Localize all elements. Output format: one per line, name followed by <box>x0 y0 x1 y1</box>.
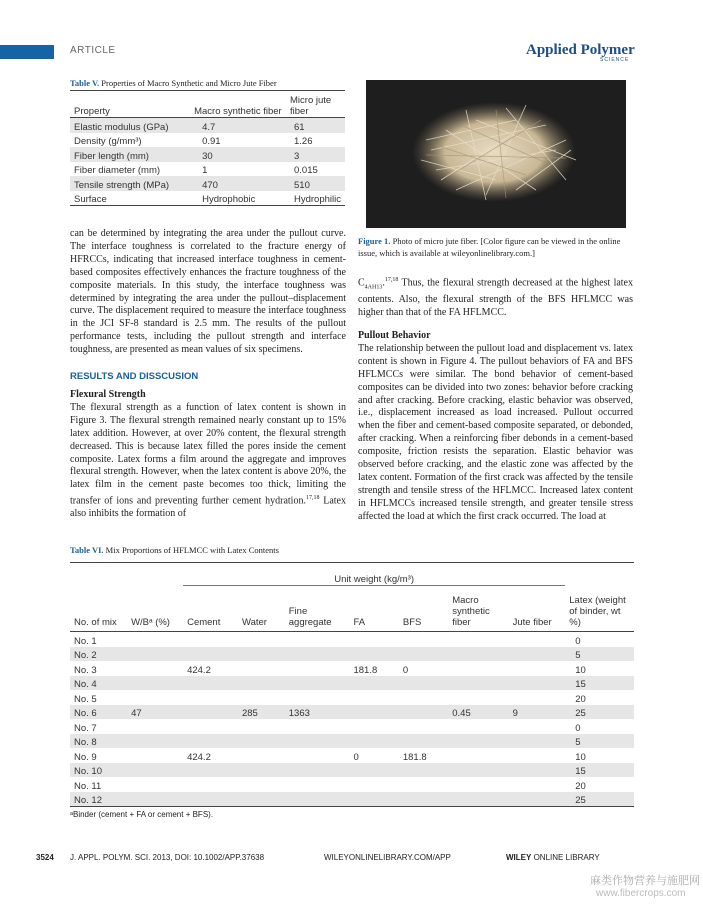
table6-cell <box>448 647 508 662</box>
table6-row <box>70 763 634 778</box>
table6-cell <box>399 763 448 778</box>
left-paragraph-2-end: Latex also inhibits the formation of <box>70 495 346 520</box>
table6-cell <box>349 705 398 720</box>
journal-site: WILEYONLINELIBRARY.COM/APP <box>324 853 451 862</box>
table6-header-cell: FA <box>349 586 398 632</box>
table6-cell <box>509 734 566 749</box>
table6-cell <box>183 763 238 778</box>
right-paragraph-1: $C_{4AH13}.^{17,18}$ Thus, the flexural strength decreased at the highest latex contents. Also, the flexural strength of the BFS HFLMCC was higher than that of the FA HFLMCC. <box>358 277 633 319</box>
table6-cell <box>509 748 566 763</box>
figure1-caption <box>358 236 633 259</box>
table6-cell: No. 10 <box>70 763 127 778</box>
page-number: 3524 <box>36 853 54 862</box>
table6-cell <box>127 661 183 676</box>
table6-cell <box>127 792 183 807</box>
table6-cell <box>285 632 350 647</box>
table6-cell <box>509 647 566 662</box>
table6 <box>70 562 634 807</box>
right-paragraph-1-text: Thus, the flexural strength decreased at the highest latex contents. Also, the flexural strength of the BFS HFLMCC was higher than that of the FA HFLMCC. <box>358 277 633 319</box>
citation: J. APPL. POLYM. SCI. 2013, DOI: 10.1002/APP.37638 <box>70 853 265 862</box>
table6-header-cell: Macro synthetic fiber <box>448 586 508 632</box>
table6-cell: 25 <box>565 792 634 807</box>
figure1-label: Figure 1. <box>358 236 391 246</box>
table6-cell <box>399 705 448 720</box>
table6-cell: 9 <box>509 705 566 720</box>
table6-cell <box>399 647 448 662</box>
left-column <box>70 228 346 521</box>
table5-label: Table V. <box>70 78 100 88</box>
table6-cell: No. 2 <box>70 647 127 662</box>
table6-cell <box>285 647 350 662</box>
table6-cell <box>285 719 350 734</box>
right-paragraph-1-ref: 17,18 <box>384 277 399 283</box>
table6-cell: 5 <box>565 647 634 662</box>
table5-header-property: Property <box>70 91 190 118</box>
table6-header-cell: BFS <box>399 586 448 632</box>
table6-cell <box>448 792 508 807</box>
table6-cell <box>183 676 238 691</box>
table6-header-cell: Fine aggregate <box>285 586 350 632</box>
table6-cell <box>183 792 238 807</box>
table5-cell: Hydrophilic <box>294 194 341 205</box>
table5-cell: 510 <box>286 176 345 191</box>
table6-cell: 181.8 <box>353 664 378 676</box>
table6-cell <box>448 763 508 778</box>
jute-fiber-photo <box>366 80 626 228</box>
table6-cell <box>183 734 238 749</box>
table6-cell <box>349 792 398 807</box>
table6-cell <box>285 792 350 807</box>
table6-footnote: ᵃBinder (cement + FA or cement + BFS). <box>70 810 214 819</box>
table6-cell: No. 12 <box>70 792 127 807</box>
table6-cell <box>448 734 508 749</box>
wiley-brand: WILEY <box>506 853 532 862</box>
table6-cell <box>349 763 398 778</box>
table5-row <box>70 191 345 206</box>
left-paragraph-2-text: The flexural strength as a function of latex content is shown in Figure 3. The flexural strength remained nearly constant up to 15% latex addition. However, at over 20% content, the flexural strength decreased. This is because latex filled the pores inside the cement composite. Latex forms a film around the aggregate and improves flexural strength. However, when the latex content is above 20%, the latex film in the cement paste becomes too thick, limiting the transfer of ions and preventing further cement hydration. <box>70 401 346 507</box>
table6-cell <box>238 661 285 676</box>
table6-cell: 20 <box>575 693 586 705</box>
table6-cell: No. 3 <box>74 664 97 676</box>
journal-logo: Applied Polymer <box>526 42 635 58</box>
table6-cell: No. 9 <box>74 751 97 763</box>
table5-row <box>70 118 345 133</box>
table6-cell <box>349 676 398 691</box>
table5-cell: 1 <box>202 165 208 176</box>
right-column <box>358 274 633 524</box>
table5-cell: 1.26 <box>294 136 313 147</box>
table6-cell <box>238 690 285 705</box>
table6-header-cell: Cement <box>183 586 238 632</box>
wiley-logo <box>506 853 600 862</box>
left-paragraph-2-ref: 17,18 <box>305 495 320 502</box>
table6-row <box>70 705 634 720</box>
table5-caption-text: Properties of Macro Synthetic and Micro Jute Fiber <box>101 78 277 88</box>
table6-row <box>70 792 634 807</box>
table6-header-cell: Water <box>238 586 285 632</box>
table5-cell: 30 <box>190 147 286 162</box>
table6-cell: 0.45 <box>448 705 508 720</box>
table6-cell <box>349 647 398 662</box>
table6-cell: 15 <box>565 763 634 778</box>
table6-row <box>70 632 634 647</box>
table6-cell <box>399 734 448 749</box>
table6-cell: 424.2 <box>187 751 211 763</box>
table6-cell <box>448 661 508 676</box>
table6-cell <box>238 792 285 807</box>
table6-cell <box>349 632 398 647</box>
table6-cell <box>127 690 183 705</box>
table6-cell <box>509 777 566 792</box>
table6-cell <box>509 632 566 647</box>
table6-cell <box>349 734 398 749</box>
table6-row <box>70 777 634 792</box>
table6-cell <box>238 763 285 778</box>
table6-cell <box>509 661 566 676</box>
table6-row <box>70 690 634 705</box>
table5-cell: 3 <box>286 147 345 162</box>
table6-cell: 285 <box>238 705 285 720</box>
table6-caption-text: Mix Proportions of HFLMCC with Latex Contents <box>105 545 279 555</box>
table5-cell: Elastic modulus (GPa) <box>70 118 190 133</box>
table6-cell: 10 <box>575 664 586 676</box>
table6-cell <box>183 705 238 720</box>
table6-cell: 0 <box>575 635 581 647</box>
table6-cell <box>399 719 448 734</box>
table6-cell: No. 8 <box>70 734 127 749</box>
table5-row <box>70 133 345 148</box>
left-paragraph-1: can be determined by integrating the area under the pullout curve. The interface toughness is correlated to the fracture energy of HFRCCs, indicating that increased interface toughness in cement-based composites effectively enhances the fracture toughness of the composite materials. In this study, the interface toughness was determined by integrating the area under the pullout–displacement curve. The displacement required to measure the interface toughness in the JCI SF-8 standard is 2.5 mm. The results of the pullout performance tests, including the pullout strength and interface toughness, are presented as mean values of six specimens. <box>70 228 346 356</box>
table6-cell <box>509 676 566 691</box>
table6-cell <box>448 719 508 734</box>
table6-cell: 5 <box>565 734 634 749</box>
table6-cell <box>448 777 508 792</box>
table5-cell: Density (g/mm³) <box>74 136 142 147</box>
watermark-line-2: www.fibercrops.com <box>596 888 686 899</box>
formula-c: C <box>358 277 365 289</box>
table6-cell: 181.8 <box>402 751 427 763</box>
table5-cell: 4.7 <box>190 118 286 133</box>
table6-cell: No. 7 <box>74 722 97 734</box>
table5 <box>70 90 345 206</box>
table6-cell <box>238 676 285 691</box>
table6-cell <box>127 734 183 749</box>
section-heading-results: RESULTS AND DISSCUSION <box>70 371 199 383</box>
table6-cell: No. 4 <box>70 676 127 691</box>
left-paragraph-2 <box>70 402 346 521</box>
table6-cell <box>349 719 398 734</box>
table6-cell <box>238 647 285 662</box>
table5-cell: Surface <box>74 194 107 205</box>
table6-group-header: Unit weight (kg/m³) <box>183 563 565 586</box>
table6-cell: 10 <box>575 751 586 763</box>
table5-caption <box>70 78 277 88</box>
table6-cell <box>285 734 350 749</box>
table5-row <box>70 176 345 191</box>
table6-cell <box>349 777 398 792</box>
table6-cell <box>238 734 285 749</box>
table6-header-cell: W/Bᵃ (%) <box>127 586 183 632</box>
table6-cell: 0 <box>402 664 409 676</box>
table5-header-jute: Micro jute fiber <box>286 91 345 118</box>
table6-cell: 15 <box>565 676 634 691</box>
right-paragraph-2: The relationship between the pullout load and displacement vs. latex content is shown in Figure 4. The pullout behaviors of FA and BFS HFLMCCs were similar. The bond behavior of cement-based composites can be divided into two zones: behavior before cracking and after cracking. Before cracking, elastic behavior was observed, i.e., displacement increased as load increased. Pullout occurred when the fiber and cement-based composite separated, or debonded, after cracking. When a reinforcing fiber debonds in a cement-based composite, friction resists the separation. Elastic behavior was observed before cracking, and the elastic zone was affected by the latex content. Formation of the first crack was affected by the tensile strength and tensile stress of the HFLMCC. Increased latex content in HFLMCCs increased tensile strength, and greater tensile stress affected the load at which the first crack occurred. The load at <box>358 342 633 522</box>
table5-row <box>70 147 345 162</box>
table6-cell: 20 <box>575 780 586 792</box>
table6-cell <box>285 748 350 763</box>
table6-cell <box>509 792 566 807</box>
table5-header-macro: Macro synthetic fiber <box>190 91 286 118</box>
table6-cell <box>183 632 238 647</box>
subheading-flexural-strength: Flexural Strength <box>70 388 146 400</box>
table6-row <box>70 676 634 691</box>
table5-row <box>70 162 345 177</box>
table6-cell: 47 <box>127 705 183 720</box>
table6-cell <box>448 676 508 691</box>
table5-cell: 61 <box>286 118 345 133</box>
table6-cell: 25 <box>565 705 634 720</box>
table6-cell <box>448 632 508 647</box>
online-library: ONLINE LIBRARY <box>533 853 600 862</box>
table6-cell <box>448 748 508 763</box>
table6-cell <box>285 763 350 778</box>
table6-cell <box>349 690 398 705</box>
table6-cell <box>127 647 183 662</box>
table6-cell <box>127 632 183 647</box>
table6-cell <box>127 676 183 691</box>
table6-header-cell: Jute fiber <box>509 586 566 632</box>
table6-cell <box>238 777 285 792</box>
table6-cell: No. 1 <box>74 635 97 647</box>
table6-cell: No. 6 <box>70 705 127 720</box>
table6-cell: 0 <box>353 751 359 763</box>
table6-caption <box>70 545 279 555</box>
table6-cell <box>127 748 183 763</box>
table6-cell <box>509 763 566 778</box>
table6-cell <box>509 690 566 705</box>
table6-header-cell: Latex (weight of binder, wt %) <box>565 586 634 632</box>
watermark-line-1: 麻类作物营养与施肥网 <box>590 875 700 887</box>
table6-cell <box>399 777 448 792</box>
table6-label: Table VI. <box>70 545 104 555</box>
table6-cell: 424.2 <box>187 664 211 676</box>
table6-row <box>70 734 634 749</box>
table6-cell <box>448 690 508 705</box>
table6-cell <box>238 719 285 734</box>
table6-cell <box>127 719 183 734</box>
table6-row <box>70 719 634 734</box>
table5-cell: Fiber diameter (mm) <box>74 165 161 176</box>
subheading-pullout-behavior: Pullout Behavior <box>358 330 431 342</box>
table6-cell <box>509 719 566 734</box>
table6-cell <box>183 777 238 792</box>
section-label: ARTICLE <box>70 45 116 56</box>
table6-cell <box>399 792 448 807</box>
table6-cell <box>399 690 448 705</box>
table5-cell: 470 <box>190 176 286 191</box>
table6-cell <box>285 676 350 691</box>
table6-row <box>70 647 634 662</box>
table6-cell: 1363 <box>285 705 350 720</box>
table5-cell: Tensile strength (MPa) <box>70 176 190 191</box>
table5-cell: 0.91 <box>202 136 221 147</box>
table6-cell <box>127 763 183 778</box>
table5-cell: Hydrophobic <box>202 194 256 205</box>
table6-row <box>70 661 634 676</box>
table6-cell <box>183 719 238 734</box>
table6-cell <box>238 632 285 647</box>
table6-cell <box>399 676 448 691</box>
table6-cell <box>183 647 238 662</box>
table5-cell: 0.015 <box>294 165 318 176</box>
table6-cell: No. 11 <box>74 780 102 792</box>
table5-cell: Fiber length (mm) <box>70 147 190 162</box>
table6-cell: 0 <box>575 722 581 734</box>
table6-cell <box>238 748 285 763</box>
header-accent-bar <box>0 45 54 59</box>
table6-cell <box>183 690 238 705</box>
figure1-caption-text: Photo of micro jute fiber. [Color figure can be viewed in the online issue, which is available at wileyonlinelibrary.com.] <box>358 236 621 258</box>
formula-subscript: 4AH13 <box>364 284 383 291</box>
table6-cell <box>285 690 350 705</box>
table6-cell <box>285 777 350 792</box>
table6-row <box>70 748 634 763</box>
journal-logo-sub: SCIENCE <box>600 57 630 63</box>
table6-cell <box>285 661 350 676</box>
table6-cell: No. 5 <box>74 693 97 705</box>
jute-fiber-image <box>366 80 626 228</box>
table6-header-cell: No. of mix <box>70 586 127 632</box>
table6-cell <box>399 632 448 647</box>
table6-cell <box>127 777 183 792</box>
